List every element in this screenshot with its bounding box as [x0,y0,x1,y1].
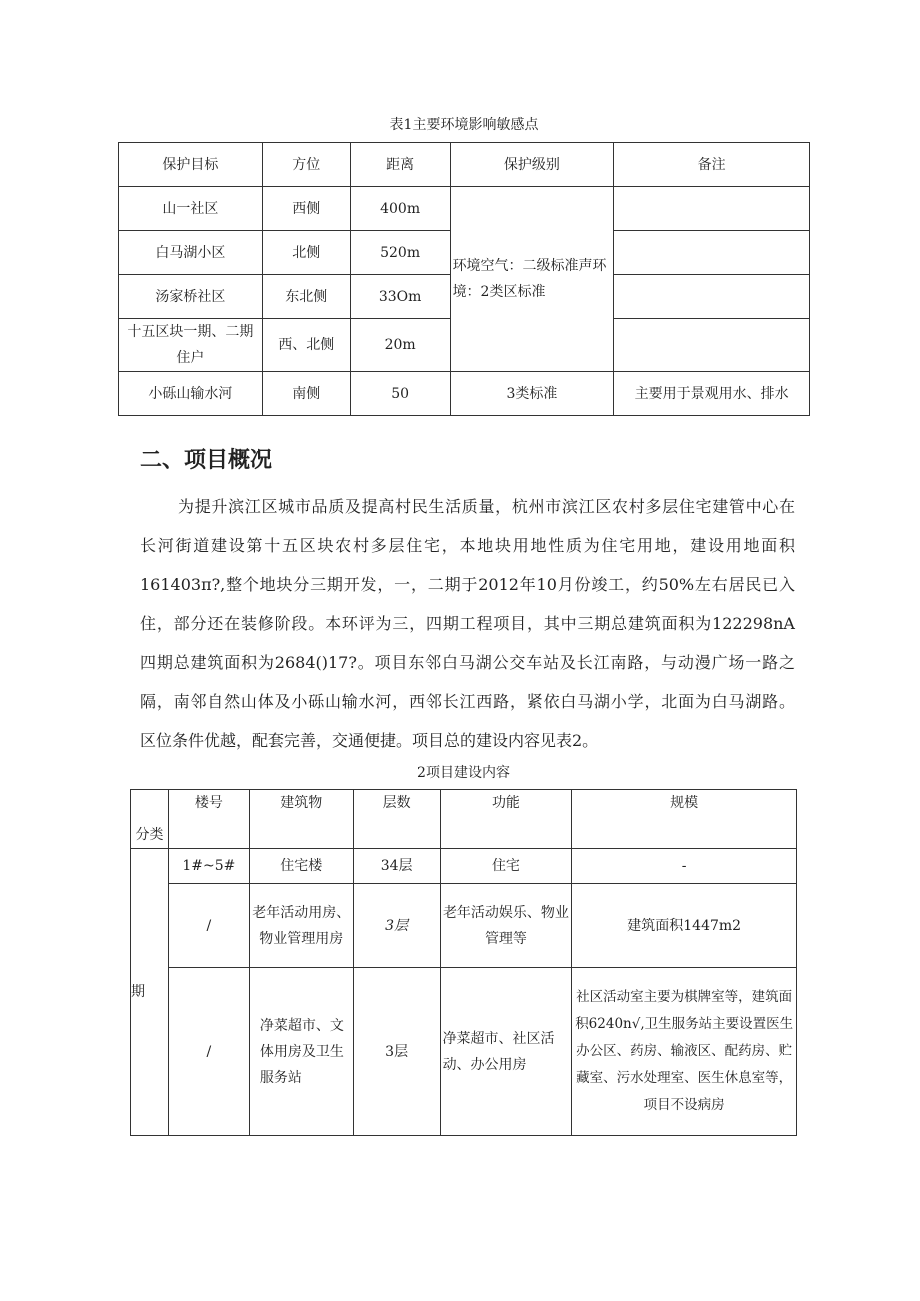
table-cell: 社区活动室主要为棋牌室等，建筑面积6240n√,卫生服务站主要设置医生办公区、药房、输液区、配药房、贮藏室、污水处理室、医生休息室等，项目不设病房 [572,968,797,1136]
table-cell [614,275,810,319]
table2 [130,789,797,1136]
table-cell: 3层 [353,968,440,1136]
table-cell: 汤家桥社区 [119,275,263,319]
header-cell: 层数 [353,790,440,849]
paragraph-line: 隔，南邻自然山体及小砾山输水河，西邻长江西路，紧依白马湖小学，北面为白马湖路。 [140,692,795,711]
table-cell: 建筑面积1447m2 [572,884,797,968]
paragraph-line: 四期总建筑面积为2684()17?。项目东邻白马湖公交车站及长江南路，与动漫广场一路之 [140,653,795,672]
table-cell: 住宅楼 [249,849,353,884]
header-cell: 功能 [440,790,572,849]
table-cell: 3类标准 [450,372,614,416]
header-cell: 方位 [262,143,350,187]
paragraph-line: 长河街道建设第十五区块农村多层住宅，本地块用地性质为住宅用地，建设用地面积 [140,536,795,555]
protection-level-cell: 环境空气：二级标准声环境：2类区标准 [450,187,614,372]
table-cell: 老年活动娱乐、物业管理等 [440,884,572,968]
table-cell: 东北侧 [262,275,350,319]
section-heading: 二、项目概况 [140,448,273,473]
header-cell: 建筑物 [249,790,353,849]
table-cell: / [168,968,249,1136]
paragraph-line: 为提升滨江区城市品质及提高村民生活质量，杭州市滨江区农村多层住宅建管中心在 [178,497,795,516]
header-cell: 保护级别 [450,143,614,187]
table-cell: 山一社区 [119,187,263,231]
category-cell: 期 [131,849,169,1136]
table-cell: 净菜超市、社区活动、办公用房 [440,968,572,1136]
header-cell: 距离 [350,143,450,187]
header-cell: 楼号 [168,790,249,849]
table-cell: 净菜超市、文体用房及卫生服务站 [249,968,353,1136]
table-cell [614,319,810,372]
table-cell: 20m [350,319,450,372]
table-cell: 34层 [353,849,440,884]
table-cell: 住宅 [440,849,572,884]
table-cell [614,187,810,231]
header-cell: 保护目标 [119,143,263,187]
table-cell: 400m [350,187,450,231]
table2-caption: 2项目建设内容 [417,765,510,781]
paragraph-line: 区位条件优越，配套完善，交通便捷。项目总的建设内容见表2。 [140,731,599,750]
table-cell: 南侧 [262,372,350,416]
table-cell [614,231,810,275]
table-cell: 西侧 [262,187,350,231]
table-cell: 1#~5# [168,849,249,884]
paragraph-line: 161403π?,整个地块分三期开发，一，二期于2012年10月份竣工，约50%左右居民已入 [140,575,795,594]
table-cell: 西、北侧 [262,319,350,372]
table-cell: 33Om [350,275,450,319]
section-paragraph [140,490,795,763]
table-cell: 3层 [353,884,440,968]
table-cell: 老年活动用房、物业管理用房 [249,884,353,968]
table-cell: - [572,849,797,884]
table-cell: 北侧 [262,231,350,275]
table-cell: 主要用于景观用水、排水 [614,372,810,416]
table-cell: 小砾山输水河 [119,372,263,416]
table-cell: / [168,884,249,968]
paragraph-line: 住，部分还在装修阶段。本环评为三，四期工程项目，其中三期总建筑面积为122298nA [140,614,795,633]
header-cell: 规模 [572,790,797,849]
table1-caption: 表1主要环境影响敏感点 [389,117,539,133]
table-cell: 520m [350,231,450,275]
table-cell: 50 [350,372,450,416]
table-cell: 白马湖小区 [119,231,263,275]
header-cell: 备注 [614,143,810,187]
table-cell: 十五区块一期、二期住户 [119,319,263,372]
table1 [118,142,810,416]
header-cell: 分类 [131,790,169,849]
